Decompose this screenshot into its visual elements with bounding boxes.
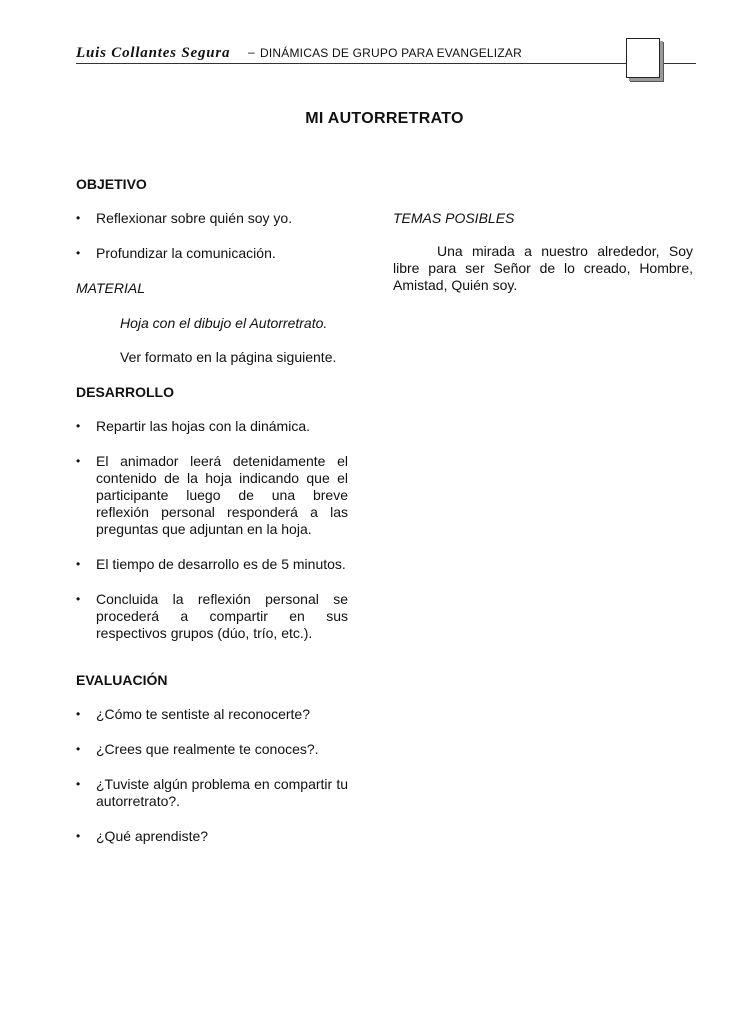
objetivo-item-text: Profundizar la comunicación.	[96, 245, 276, 261]
evaluacion-item	[76, 741, 348, 758]
desarrollo-item	[76, 418, 348, 435]
header-rule	[76, 63, 696, 64]
material-note: Ver formato en la página siguiente.	[120, 349, 337, 365]
desarrollo-heading: DESARROLLO	[76, 384, 174, 400]
bullet-icon: •	[76, 211, 81, 225]
desarrollo-item	[76, 556, 348, 573]
bullet-icon: •	[76, 246, 81, 260]
objetivo-heading: OBJETIVO	[76, 176, 147, 192]
left-column	[76, 176, 348, 845]
header-title: DINÁMICAS DE GRUPO PARA EVANGELIZAR	[260, 46, 522, 60]
header-separator: –	[248, 45, 255, 59]
objetivo-item	[76, 245, 348, 262]
desarrollo-item-text: El tiempo de desarrollo es de 5 minutos.	[96, 556, 346, 572]
objetivo-item	[76, 210, 348, 227]
objetivo-item-text: Reflexionar sobre quién soy yo.	[96, 210, 293, 226]
evaluacion-item-text: ¿Cómo te sentiste al reconocerte?	[96, 706, 310, 722]
evaluacion-heading: EVALUACIÓN	[76, 672, 168, 688]
evaluacion-item-text: ¿Crees que realmente te conoces?.	[96, 741, 319, 757]
bullet-icon: •	[76, 829, 81, 843]
material-line: Hoja con el dibujo el Autorretrato.	[120, 315, 328, 331]
material-heading: MATERIAL	[76, 280, 145, 296]
document-title: MI AUTORRETRATO	[305, 110, 464, 127]
bullet-icon: •	[76, 557, 81, 571]
page-number-box	[626, 38, 660, 78]
evaluacion-item-text: ¿Tuviste algún problema en compartir tu autorretrato?.	[96, 776, 348, 809]
desarrollo-item-text: Repartir las hojas con la dinámica.	[96, 418, 310, 434]
bullet-icon: •	[76, 454, 81, 468]
desarrollo-item-text: El animador leerá detenidamente el contenido de la hoja indicando que el participante luego de una breve reflexión personal responderá a las preguntas que adjuntan en la hoja.	[96, 453, 348, 537]
bullet-icon: •	[76, 419, 81, 433]
right-column	[393, 210, 693, 294]
page-header	[76, 44, 696, 66]
header-author: Luis Collantes Segura	[76, 45, 231, 61]
evaluacion-item-text: ¿Qué aprendiste?	[96, 828, 209, 844]
temas-heading: TEMAS POSIBLES	[393, 210, 515, 226]
evaluacion-item	[76, 828, 348, 845]
evaluacion-item	[76, 776, 348, 810]
desarrollo-item	[76, 591, 348, 642]
bullet-icon: •	[76, 742, 81, 756]
temas-text: Una mirada a nuestro alrededor, Soy libre para ser Señor de lo creado, Hombre, Amistad, Quién soy.	[393, 243, 693, 293]
evaluacion-item	[76, 706, 348, 723]
bullet-icon: •	[76, 592, 81, 606]
bullet-icon: •	[76, 707, 81, 721]
bullet-icon: •	[76, 777, 81, 791]
desarrollo-item	[76, 453, 348, 538]
desarrollo-item-text: Concluida la reflexión personal se procederá a compartir en sus respectivos grupos (dúo, trío, etc.).	[96, 591, 348, 641]
